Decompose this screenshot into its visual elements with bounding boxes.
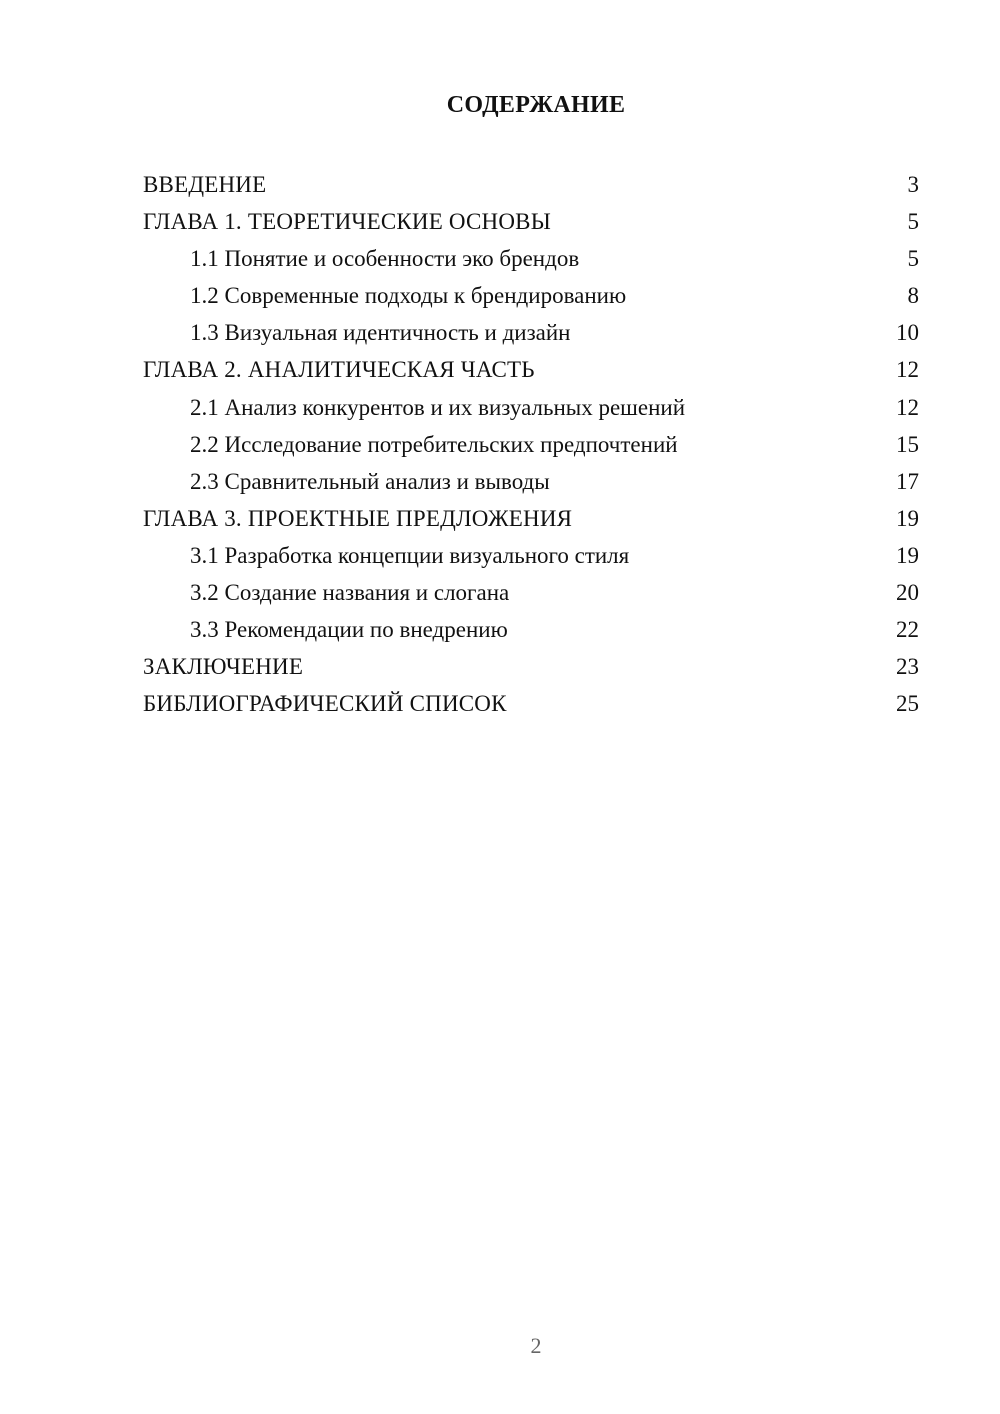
toc-entry-page: 19 xyxy=(896,542,919,568)
table-of-contents xyxy=(143,166,919,722)
toc-entry-page: 20 xyxy=(896,580,919,606)
toc-entry-page: 10 xyxy=(896,320,919,346)
toc-entry xyxy=(143,574,919,611)
toc-entry xyxy=(143,351,919,388)
toc-entry xyxy=(143,500,919,537)
toc-entry-page: 17 xyxy=(896,468,919,494)
toc-entry-page: 3 xyxy=(907,172,919,197)
toc-entry-page: 8 xyxy=(907,283,919,309)
toc-entry-text: ГЛАВА 2. АНАЛИТИЧЕСКАЯ ЧАСТЬ xyxy=(143,357,535,383)
toc-entry-page: 22 xyxy=(896,617,919,643)
toc-entry-text: 3.3 Рекомендации по внедрению xyxy=(190,617,508,643)
toc-entry-text: БИБЛИОГРАФИЧЕСКИЙ СПИСОК xyxy=(143,691,507,717)
page-title: СОДЕРЖАНИЕ xyxy=(446,92,626,118)
toc-entry xyxy=(143,203,919,240)
toc-entry-text: 3.1 Разработка концепции визуального стиля xyxy=(190,542,630,568)
toc-entry-text: 1.3 Визуальная идентичность и дизайн xyxy=(190,320,571,346)
toc-entry-page: 5 xyxy=(907,209,919,235)
toc-entry-page: 19 xyxy=(896,505,919,531)
toc-entry-page: 23 xyxy=(896,654,919,680)
toc-entry-text: 1.1 Понятие и особенности эко брендов xyxy=(190,246,580,272)
toc-entry xyxy=(143,389,919,426)
toc-entry-page: 12 xyxy=(896,357,919,383)
toc-entry-text: ВВЕДЕНИЕ xyxy=(143,172,267,197)
toc-entry-page: 5 xyxy=(907,246,919,272)
toc-entry xyxy=(143,166,919,203)
toc-entry xyxy=(143,314,919,351)
toc-entry xyxy=(143,685,919,722)
toc-entry-text: 1.2 Современные подходы к брендированию xyxy=(190,283,627,309)
toc-entry xyxy=(143,537,919,574)
toc-entry-text: 2.2 Исследование потребительских предпочтений xyxy=(190,431,678,457)
toc-entry-text: ЗАКЛЮЧЕНИЕ xyxy=(143,654,304,680)
toc-entry-text: 3.2 Создание названия и слогана xyxy=(190,580,510,606)
toc-entry-page: 15 xyxy=(896,431,919,457)
toc-entry-text: 2.3 Сравнительный анализ и выводы xyxy=(190,468,550,494)
toc-entry-page: 25 xyxy=(896,691,919,717)
toc-entry-page: 12 xyxy=(896,394,919,420)
toc-entry-text: ГЛАВА 3. ПРОЕКТНЫЕ ПРЕДЛОЖЕНИЯ xyxy=(143,505,573,531)
toc-entry-text: 2.1 Анализ конкурентов и их визуальных решений xyxy=(190,394,686,420)
toc-entry xyxy=(143,648,919,685)
page-number: 2 xyxy=(530,1333,542,1358)
toc-entry xyxy=(143,277,919,314)
toc-entry xyxy=(143,611,919,648)
toc-entry xyxy=(143,240,919,277)
toc-entry xyxy=(143,426,919,463)
toc-entry-text: ГЛАВА 1. ТЕОРЕТИЧЕСКИЕ ОСНОВЫ xyxy=(143,209,551,235)
toc-entry xyxy=(143,463,919,500)
